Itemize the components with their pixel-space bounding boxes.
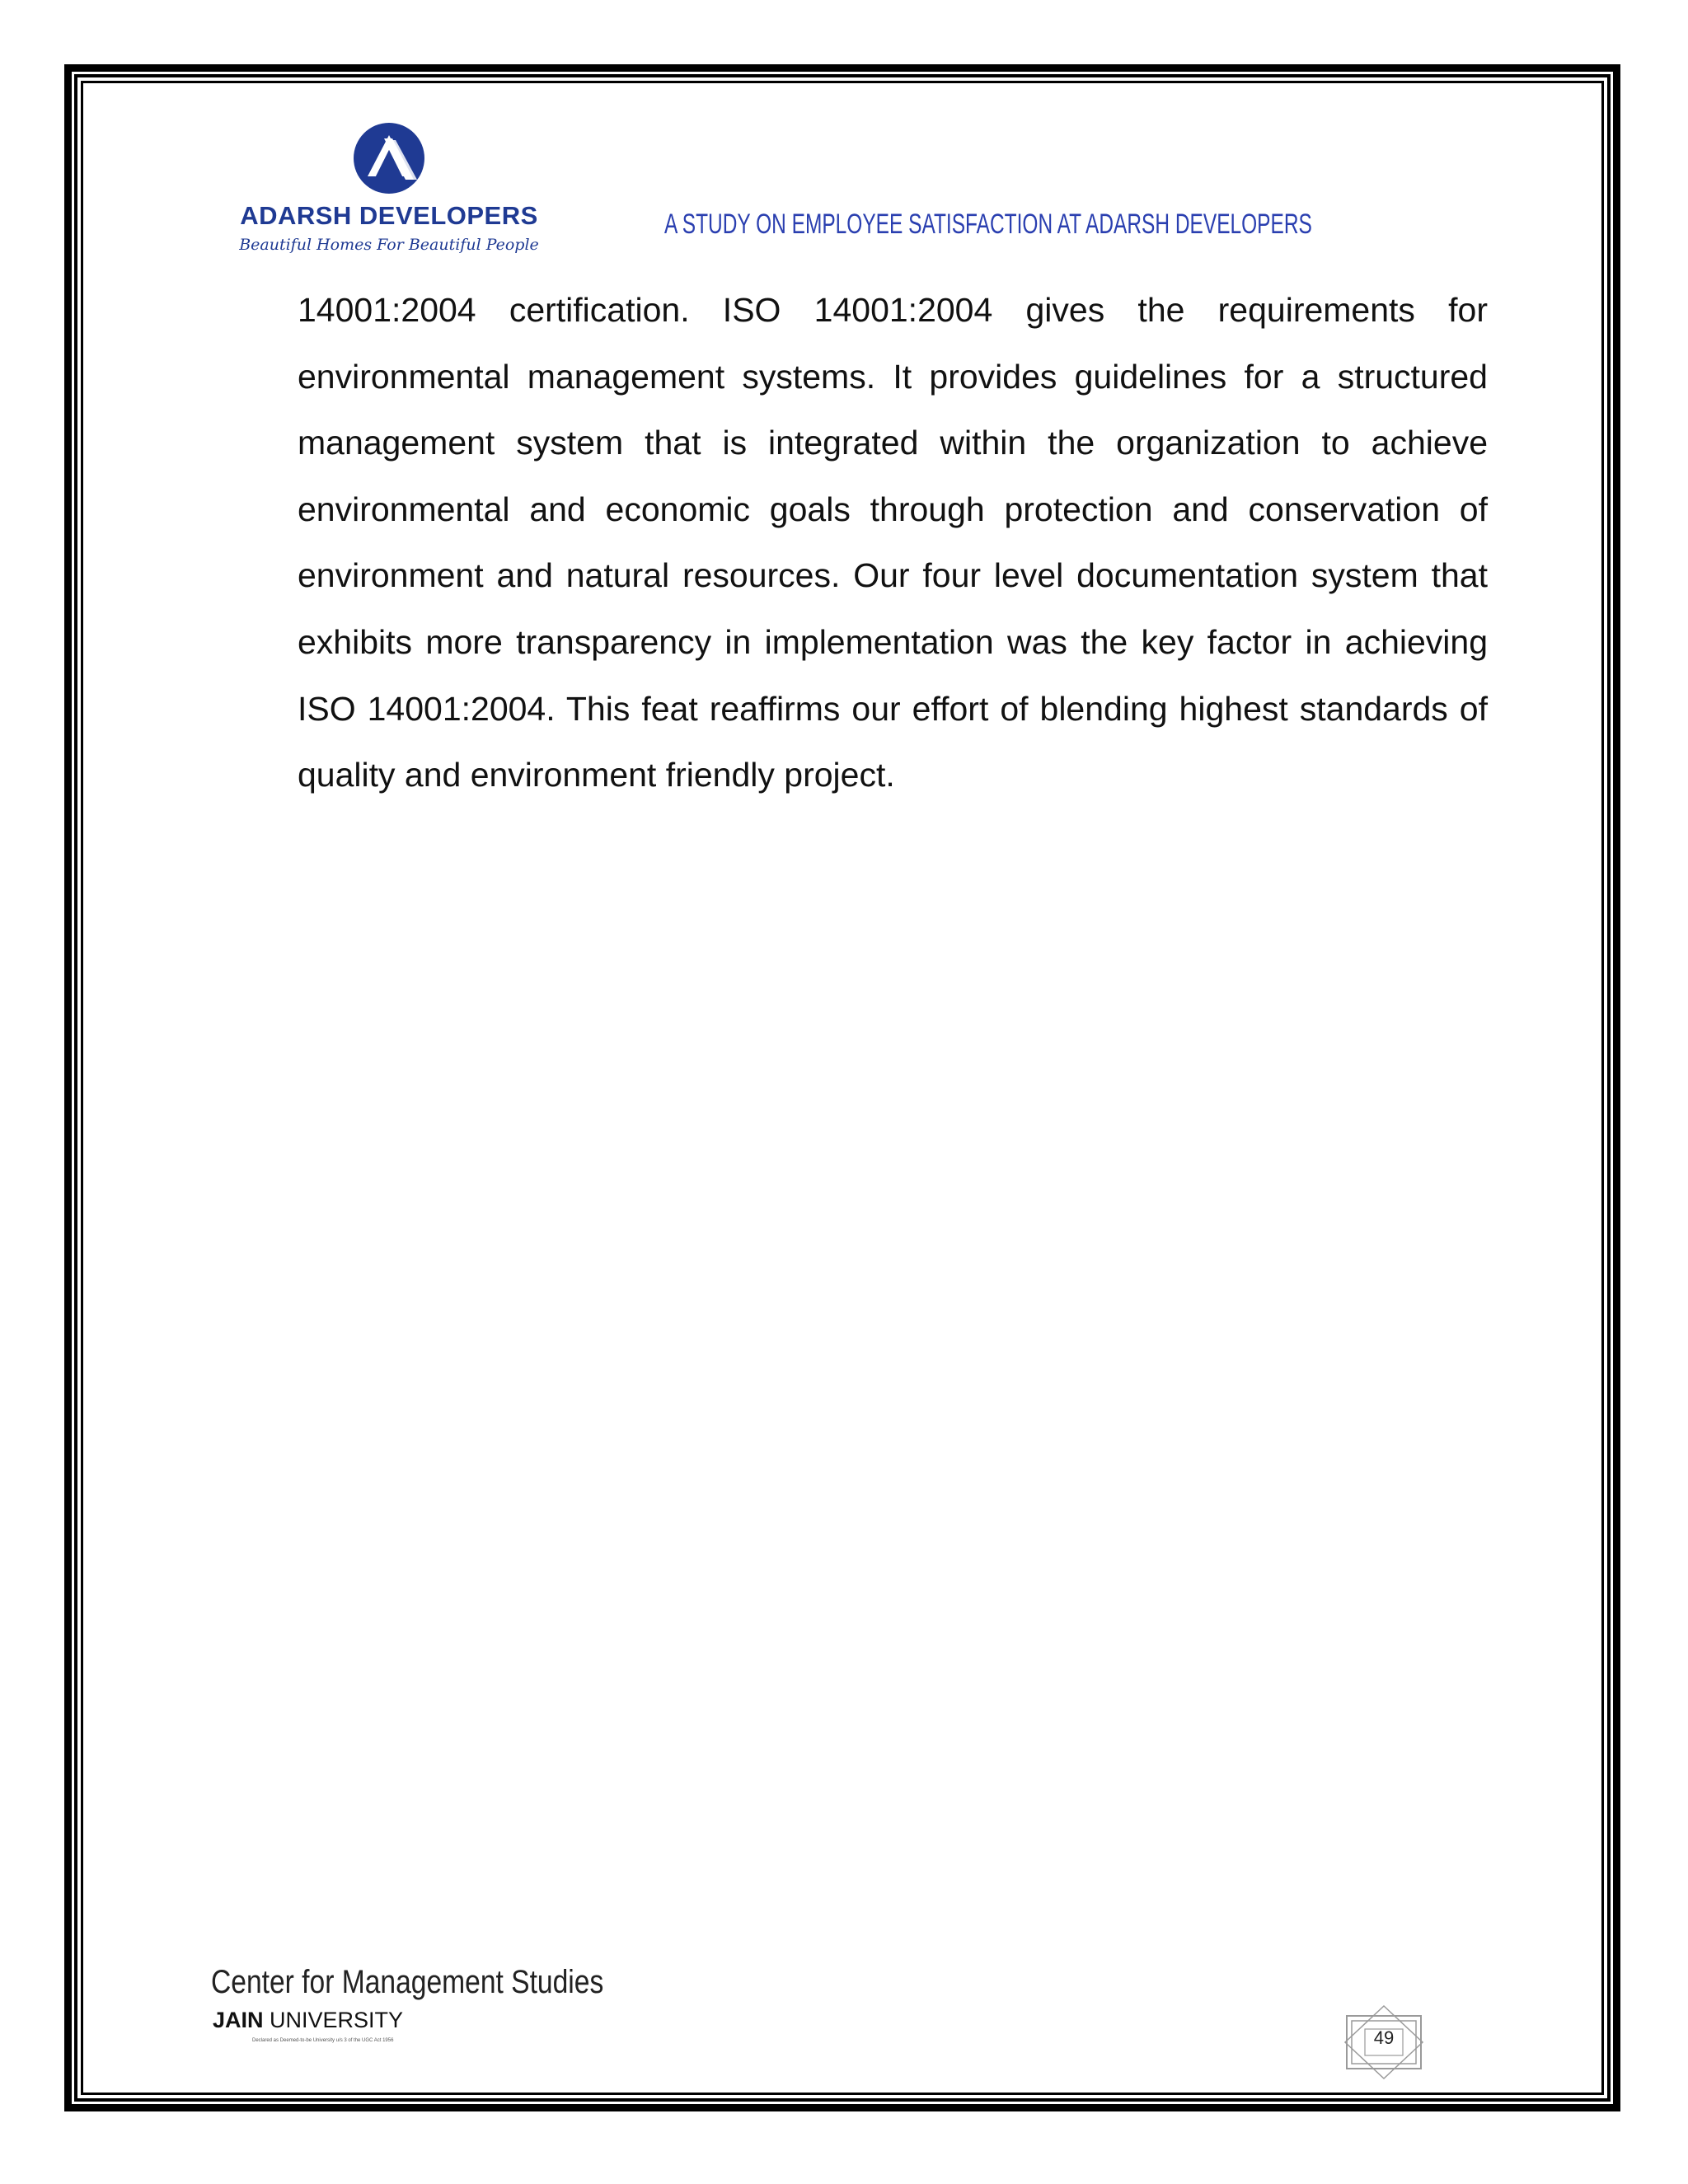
adarsh-developers-logo [216,122,562,266]
adarsh-logo-icon [353,122,425,194]
footer-university-logo [213,2008,403,2033]
logo-tagline: Beautiful Homes For Beautiful People [239,236,539,254]
document-header-title: A STUDY ON EMPLOYEE SATISFACTION AT ADARSH DEVELOPERS [664,209,1312,240]
page-number-badge [1340,2004,1428,2080]
footer-university-rest: UNIVERSITY [263,2008,404,2032]
footer-center-name: Center for Management Studies [211,1964,604,2000]
footer-university-note: Declared as Deemed-to-be University u/s 3 of the UGC Act 1956 [252,2038,394,2043]
page-number: 49 [1373,2027,1395,2048]
body-paragraph: 14001:2004 certification. ISO 14001:2004 gives the requirements for environmental management systems. It provides guidelines for a structured management system that is integrated within the organization to achieve environmental and economic goals through protection and conservation of environment and natural resources. Our four level documentation system that exhibits more transparency in implementation was the key factor in achieving ISO 14001:2004. This feat reaffirms our effort of blending highest standards of quality and environment friendly project. [298,291,1488,794]
footer-university-bold: JAIN [213,2008,264,2032]
logo-company-name: ADARSH DEVELOPERS [240,201,538,230]
